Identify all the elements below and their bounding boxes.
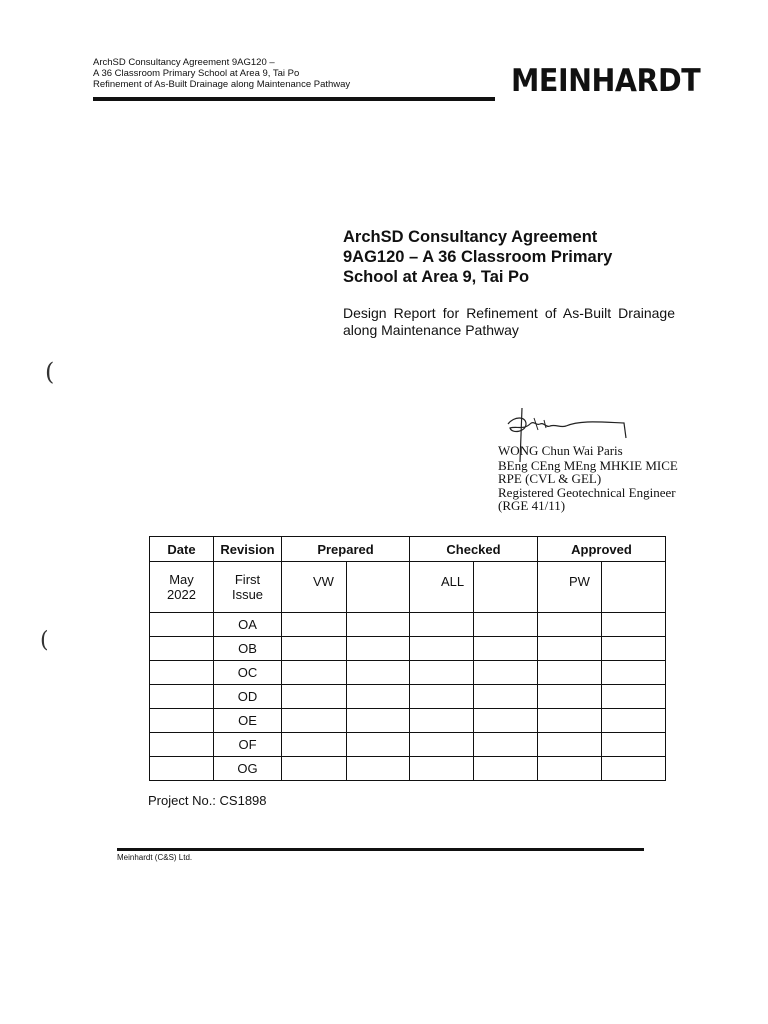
- header-prepared: Prepared: [282, 537, 410, 562]
- cell-revision: OA: [214, 613, 282, 637]
- table-row: [150, 733, 666, 757]
- cell-prepared: VW: [282, 562, 347, 613]
- table-row: [150, 685, 666, 709]
- document-subtitle: Design Report for Refinement of As-Built Drainage along Maintenance Pathway: [343, 305, 675, 338]
- table-row: [150, 661, 666, 685]
- cell-revision: First Issue: [214, 562, 282, 613]
- cell-approved: PW: [538, 562, 602, 613]
- signatory-name: WONG Chun Wai Paris: [498, 443, 623, 458]
- punch-hole-mark: (: [40, 628, 49, 653]
- cell-revision: OE: [214, 709, 282, 733]
- header-checked: Checked: [410, 537, 538, 562]
- project-number: Project No.: CS1898: [148, 793, 267, 808]
- title-line-1: ArchSD Consultancy Agreement: [343, 228, 598, 246]
- header-rule: [93, 97, 495, 101]
- signatory-rge: (RGE 41/11): [498, 498, 566, 513]
- footer-rule: [117, 848, 644, 851]
- title-line-3: School at Area 9, Tai Po: [343, 268, 530, 286]
- cell-prepared-sign: [347, 562, 410, 613]
- meinhardt-logo: MEINHARDT: [511, 63, 701, 99]
- header-revision: Revision: [214, 537, 282, 562]
- revision-table: [149, 536, 666, 781]
- cell-date: May 2022: [150, 562, 214, 613]
- cell-revision: OD: [214, 685, 282, 709]
- cell-checked: ALL: [410, 562, 474, 613]
- cell-revision: OF: [214, 733, 282, 757]
- table-row: [150, 613, 666, 637]
- cell-checked-sign: [474, 562, 538, 613]
- table-row: [150, 562, 666, 613]
- title-line-2: 9AG120 – A 36 Classroom Primary: [343, 248, 613, 266]
- cell-revision: OC: [214, 661, 282, 685]
- header-approved: Approved: [538, 537, 666, 562]
- footer-company: Meinhardt (C&S) Ltd.: [117, 853, 193, 862]
- punch-hole-mark: (: [45, 358, 55, 386]
- header-line-1: ArchSD Consultancy Agreement 9AG120 –: [93, 57, 275, 68]
- cell-revision: OB: [214, 637, 282, 661]
- table-row: [150, 709, 666, 733]
- header-date: Date: [150, 537, 214, 562]
- signatory-qualifications: BEng CEng MEng MHKIE MICE: [498, 458, 678, 473]
- table-row: [150, 637, 666, 661]
- header-line-2: A 36 Classroom Primary School at Area 9, Tai Po: [93, 68, 300, 79]
- table-row: [150, 757, 666, 781]
- header-line-3: Refinement of As-Built Drainage along Maintenance Pathway: [93, 79, 351, 90]
- cell-approved-sign: [602, 562, 666, 613]
- cell-revision: OG: [214, 757, 282, 781]
- signatory-rpe: RPE (CVL & GEL): [498, 471, 602, 486]
- document-title: [343, 227, 673, 287]
- signatory-role: Registered Geotechnical Engineer: [498, 485, 676, 500]
- table-header-row: [150, 537, 666, 562]
